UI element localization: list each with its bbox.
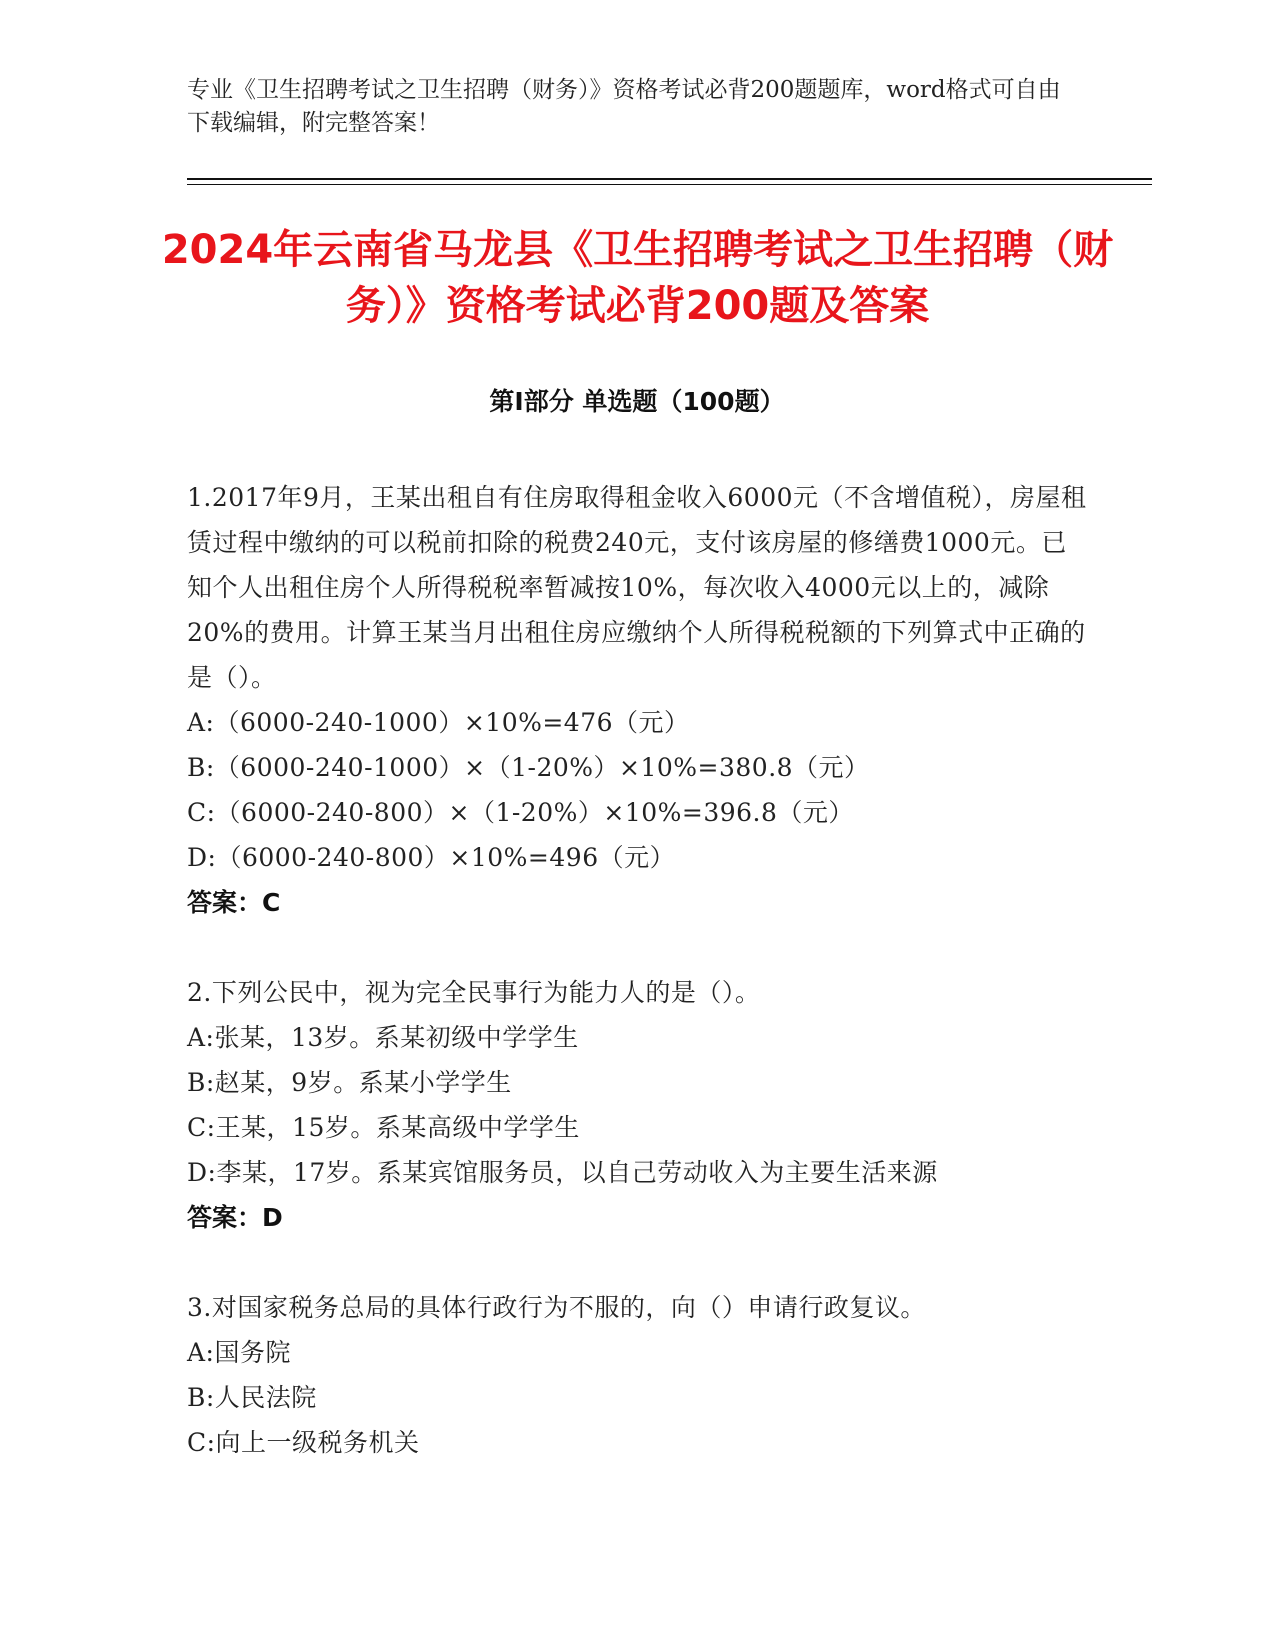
- header-note: 专业《卫生招聘考试之卫生招聘（财务）》资格考试必背200题题库，word格式可自由下载编辑，附完整答案！: [187, 77, 1061, 136]
- option-a: A:（6000-240-1000）×10%=476（元）: [187, 708, 690, 737]
- question-stem: 1.2017年9月，王某出租自有住房取得租金收入6000元（不含增值税），房屋租赁过程中缴纳的可以税前扣除的税费240元，支付该房屋的修缮费1000元。已知个人出租住房个人所得税税率暂减按10%，每次收入4000元以上的，减除20%的费用。计算王某当月出租住房应缴纳个人所得税税额的下列算式中正确的是（）。: [187, 483, 1087, 692]
- question-2: [187, 970, 1087, 1240]
- option-b: B:人民法院: [187, 1383, 317, 1412]
- question-stem: 2.下列公民中，视为完全民事行为能力人的是（）。: [187, 978, 761, 1007]
- option-b: B:（6000-240-1000）×（1-20%）×10%=380.8（元）: [187, 753, 870, 782]
- option-c: C:王某，15岁。系某高级中学学生: [187, 1113, 580, 1142]
- option-c: C:（6000-240-800）×（1-20%）×10%=396.8（元）: [187, 798, 854, 827]
- answer: 答案：D: [187, 1203, 283, 1232]
- option-b: B:赵某，9岁。系某小学学生: [187, 1068, 512, 1097]
- header-divider-thin: [187, 184, 1152, 185]
- question-1: [187, 475, 1087, 925]
- option-d: D:（6000-240-800）×10%=496（元）: [187, 843, 676, 872]
- question-list: [187, 475, 1087, 1510]
- option-a: A:张某，13岁。系某初级中学学生: [187, 1023, 579, 1052]
- option-c: C:向上一级税务机关: [187, 1428, 420, 1457]
- option-a: A:国务院: [187, 1338, 291, 1367]
- option-d: D:李某，17岁。系某宾馆服务员，以自己劳动收入为主要生活来源: [187, 1158, 938, 1187]
- document-title: 2024年云南省马龙县《卫生招聘考试之卫生招聘（财务）》资格考试必背200题及答案: [161, 227, 1114, 329]
- section-heading: 第I部分 单选题（100题）: [489, 387, 785, 416]
- question-3: [187, 1285, 1087, 1465]
- header-divider-thick: [187, 178, 1152, 180]
- question-stem: 3.对国家税务总局的具体行政行为不服的，向（）申请行政复议。: [187, 1293, 926, 1322]
- answer: 答案：C: [187, 888, 281, 917]
